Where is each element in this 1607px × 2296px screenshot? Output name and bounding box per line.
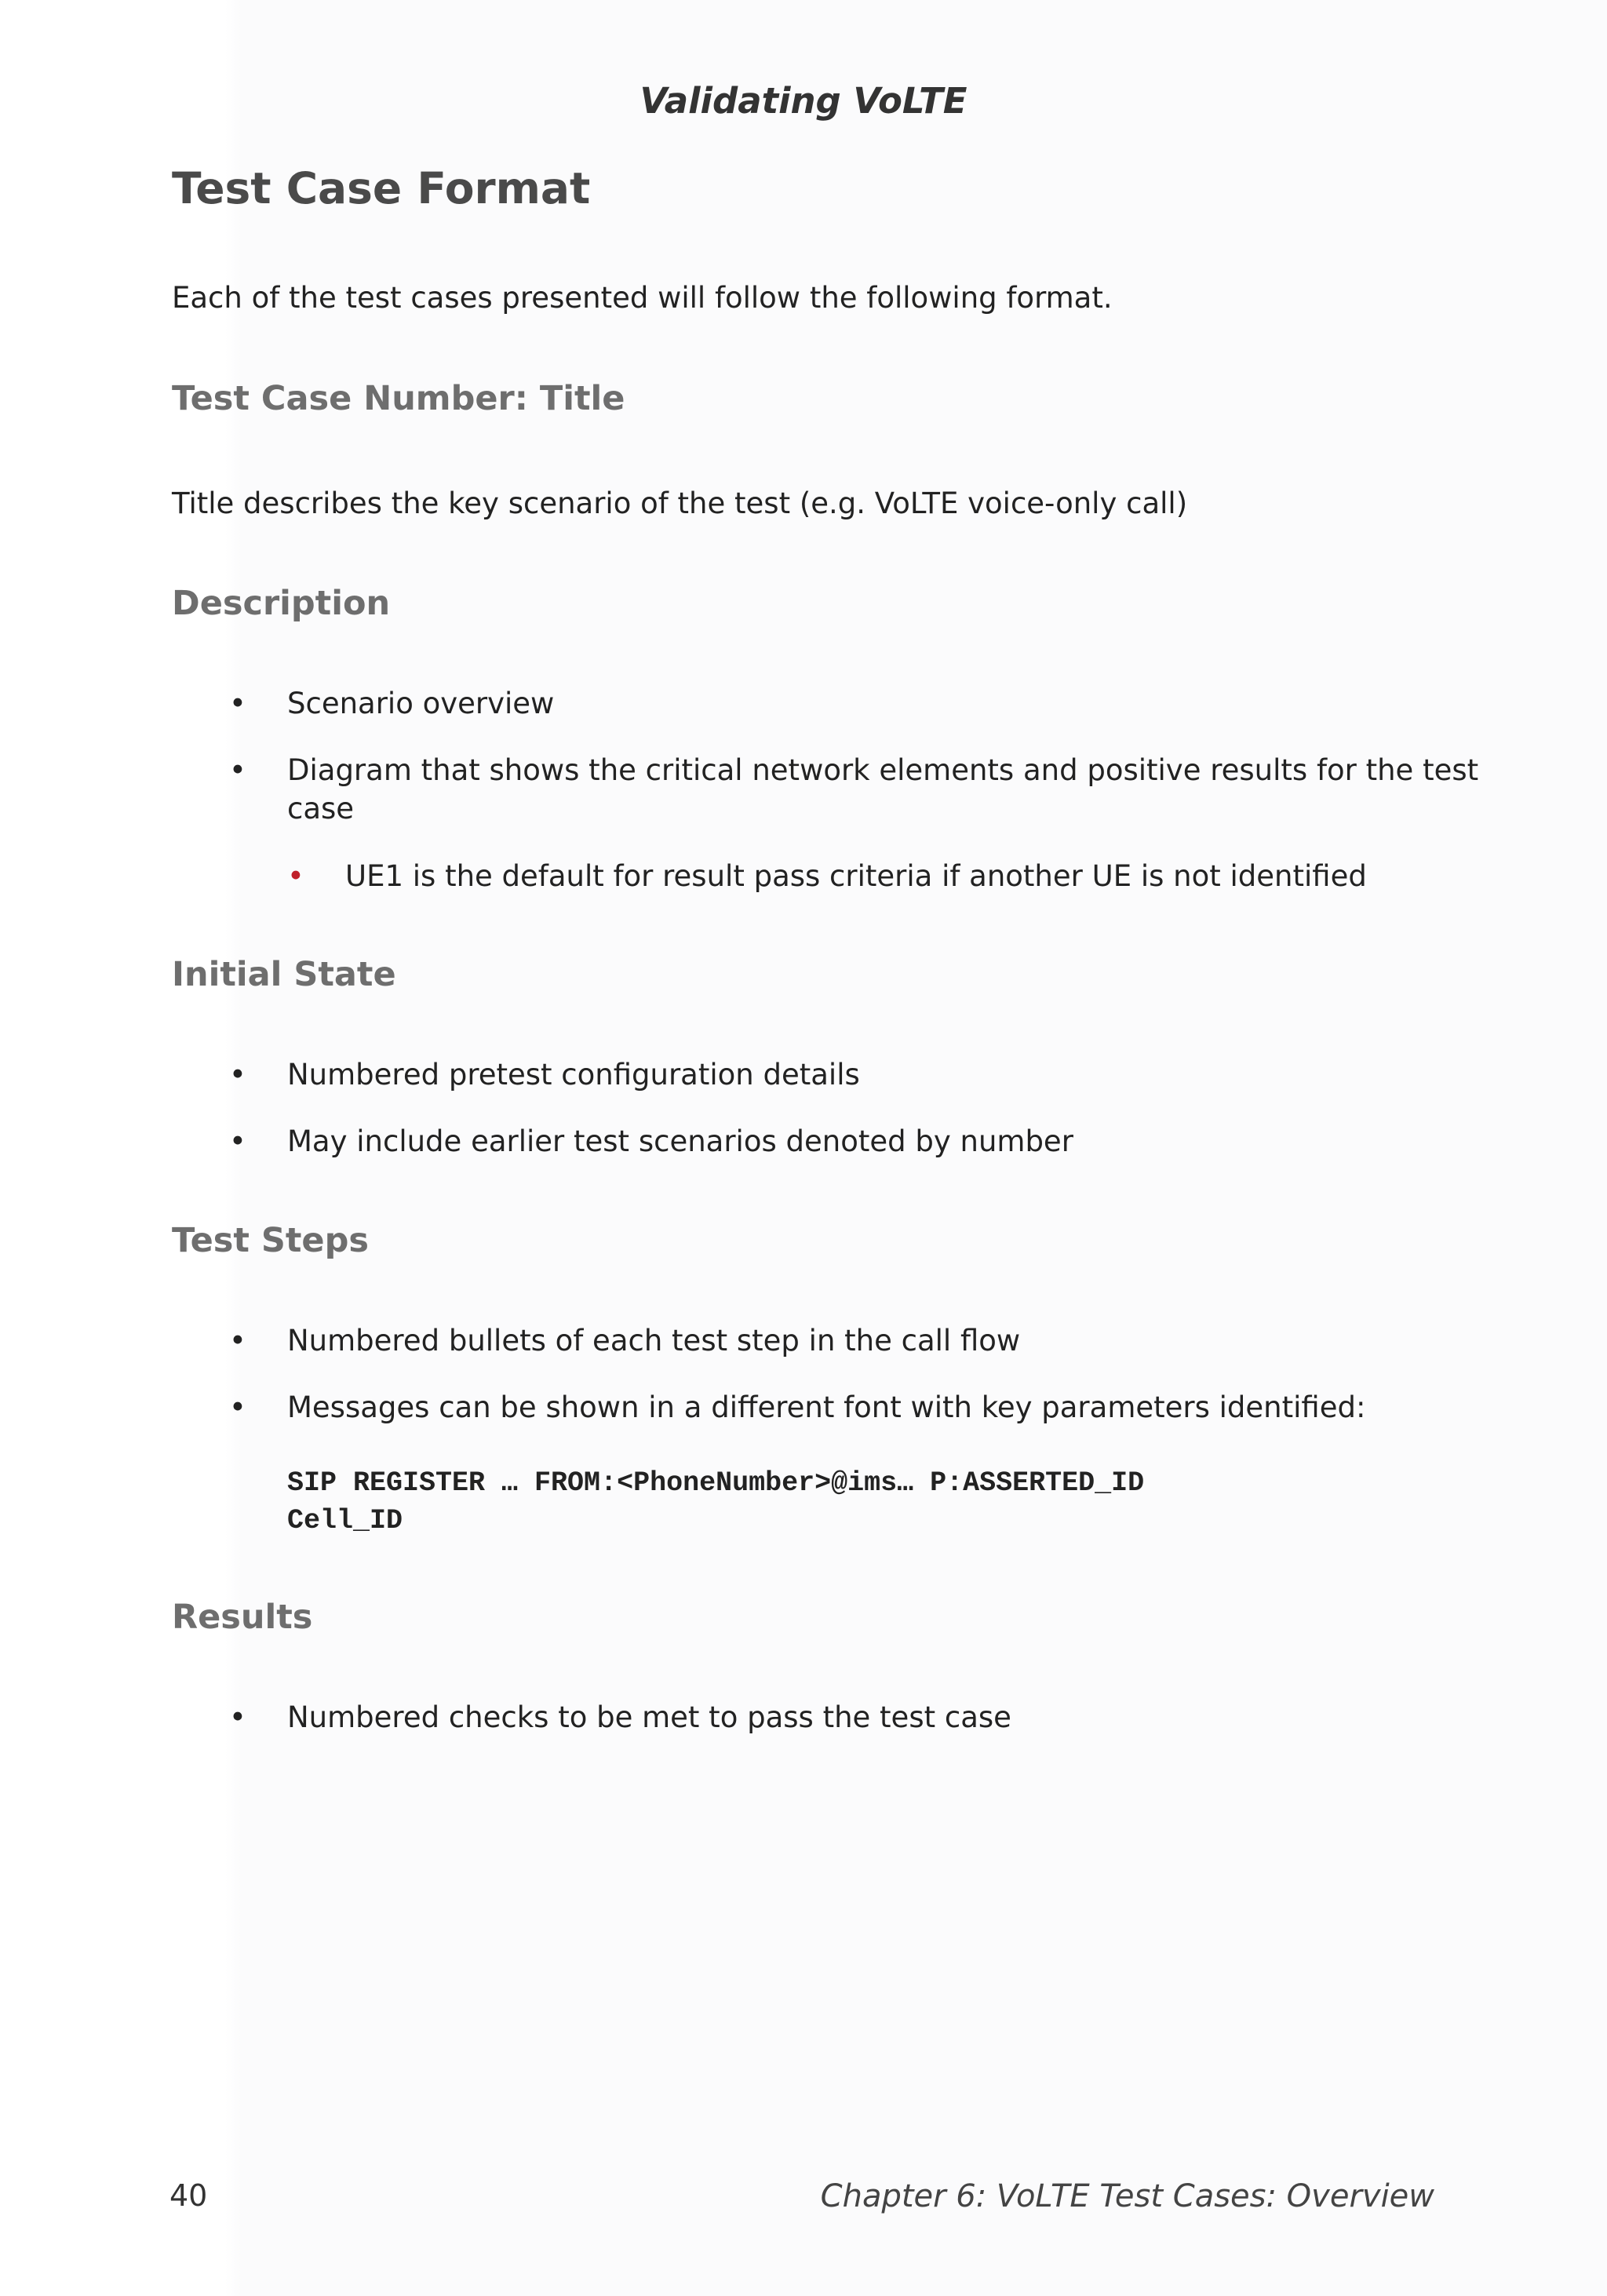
bullet-marker: • — [229, 1390, 246, 1424]
bullet-marker: • — [229, 687, 246, 720]
running-header: Validating VoLTE — [640, 80, 967, 122]
sub-bullet-marker: • — [287, 859, 304, 893]
bullet-marker: • — [229, 1700, 246, 1734]
results-item-1: Numbered checks to be met to pass the test case — [287, 1700, 1011, 1734]
heading-description: Description — [172, 584, 391, 623]
initial-state-item-1: Numbered pretest configuration details — [287, 1058, 860, 1092]
description-subitem-1: UE1 is the default for result pass criteria if another UE is not identified — [345, 859, 1367, 893]
bullet-marker: • — [229, 753, 246, 787]
heading-results: Results — [172, 1598, 313, 1637]
bullet-marker: • — [229, 1058, 246, 1092]
initial-state-item-2: May include earlier test scenarios denoted by number — [287, 1124, 1073, 1158]
description-item-2-continued: case — [287, 792, 355, 825]
chapter-footer: Chapter 6: VoLTE Test Cases: Overview — [820, 2178, 1434, 2214]
bullet-marker: • — [229, 1324, 246, 1358]
test-steps-item-1: Numbered bullets of each test step in the call flow — [287, 1324, 1021, 1358]
page-title: Test Case Format — [172, 163, 591, 213]
heading-test-steps: Test Steps — [172, 1221, 369, 1260]
code-sample-line-1: SIP REGISTER … FROM:<PhoneNumber>@ims… P:ASSERTED_ID — [287, 1467, 1145, 1499]
test-steps-item-2: Messages can be shown in a different font with key parameters identified: — [287, 1390, 1366, 1424]
page-number: 40 — [169, 2178, 208, 2213]
code-sample-line-2: Cell_ID — [287, 1505, 403, 1536]
description-item-2: Diagram that shows the critical network elements and positive results for the test — [287, 753, 1479, 787]
bullet-marker: • — [229, 1124, 246, 1158]
intro-paragraph: Each of the test cases presented will follow the following format. — [172, 281, 1113, 315]
test-case-title-text: Title describes the key scenario of the test (e.g. VoLTE voice-only call) — [172, 487, 1188, 520]
heading-initial-state: Initial State — [172, 955, 396, 994]
heading-test-case-number: Test Case Number: Title — [172, 379, 625, 418]
description-item-1: Scenario overview — [287, 687, 555, 720]
